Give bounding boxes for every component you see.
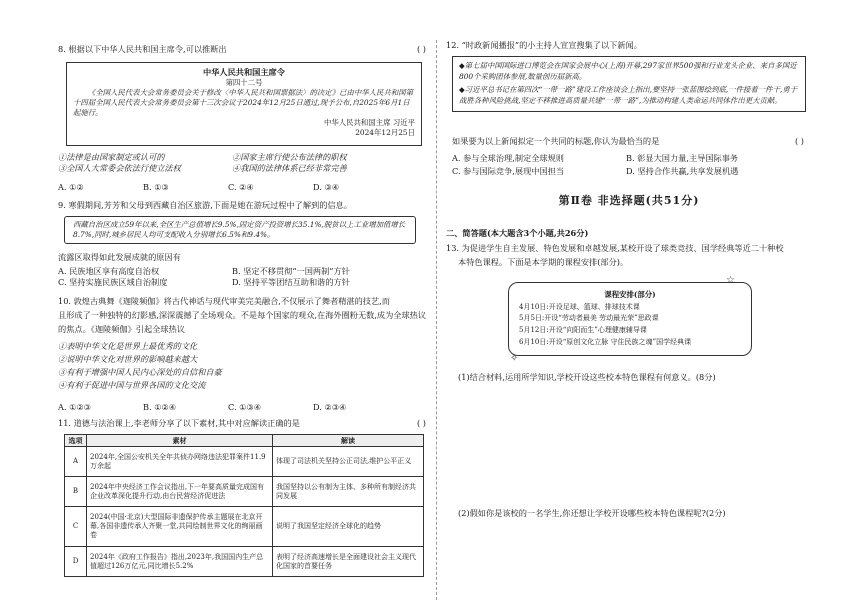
answer-area-2[interactable] bbox=[458, 524, 798, 594]
schedule-item-4: 6月10日:开设“原创文化立脉 守住民族之魂”国学经典课 bbox=[519, 338, 692, 347]
q10-options bbox=[58, 402, 398, 413]
table-row bbox=[65, 447, 424, 477]
q13-stem-line2: 本特色课程。下面是本学期的课程安排(部分)。 bbox=[458, 257, 629, 267]
row-b-material: 2024年中央经济工作会议指出,下一年要高质量完成国有企业改革深化提升行动,由台民营经济促进法 bbox=[87, 477, 273, 507]
q12-lead-line bbox=[452, 136, 808, 147]
q10-item-1: ①表明中华文化是世界上最优秀的文化 bbox=[58, 341, 198, 351]
q8-item-2: ②国家主席行使公布法律的职权 bbox=[232, 152, 347, 162]
q12-answer-paren: ( ) bbox=[795, 136, 804, 146]
decree-number: 第四十二号 bbox=[225, 78, 263, 88]
q10-option-a[interactable]: A. ①②③ bbox=[58, 402, 92, 412]
row-a-reading: 体现了司法机关坚持公正司法,维护公平正义 bbox=[273, 447, 424, 477]
header-option: 选项 bbox=[65, 435, 87, 447]
row-d-reading: 表明了经济高速增长是全面建设社会主义现代化国家的首要任务 bbox=[273, 547, 424, 577]
header-reading: 解读 bbox=[273, 435, 424, 447]
q11-answer-paren: ( ) bbox=[417, 418, 426, 428]
q8-options bbox=[58, 182, 398, 193]
q11-material-table bbox=[64, 434, 424, 577]
part2-heading: 二、简答题(本大题含3个小题,共26分) bbox=[446, 228, 589, 238]
table-row bbox=[65, 547, 424, 577]
star-decoration-icon: ☆ bbox=[726, 275, 735, 286]
row-d-material: 2024年《政府工作报告》指出,2023年,我国国内生产总值超过126万亿元,同比增长5.2% bbox=[87, 547, 273, 577]
schedule-item-2: 5月5日:开设“劳动者最美 劳动最光荣”思政课 bbox=[519, 314, 659, 323]
q10-item-4: ④有利于促进中国与世界各国的文化交流 bbox=[58, 380, 206, 391]
q8-option-a[interactable]: A. ①② bbox=[58, 182, 84, 192]
q8-item-1: ①法律是由国家制定或认可的 bbox=[58, 152, 165, 162]
decree-signature: 中华人民共和国主席 习近平 bbox=[323, 118, 415, 127]
schedule-item-3: 5月12日:开设“向阳而生”心理健康辅导课 bbox=[519, 326, 647, 335]
row-c-material: 2024(中国·北京)大型国际非遗保护传承主题展在北京开幕,各国非遗传承人齐聚一堂,共同绘制世界文化的绚丽画卷 bbox=[87, 507, 273, 547]
q8-option-b[interactable]: B. ①③ bbox=[143, 182, 169, 192]
schedule-title: 课程安排(部分) bbox=[604, 290, 656, 299]
news-box bbox=[452, 56, 806, 112]
q10-option-d[interactable]: D. ②③④ bbox=[313, 402, 347, 412]
table-row bbox=[65, 507, 424, 547]
row-c-option[interactable]: C bbox=[65, 507, 87, 547]
q13-stem-line1: 13. 为促进学生自主发展、特色发展和卓越发展,某校开设了球类竞技、国学经典等近二十种校 bbox=[446, 243, 784, 253]
q13-subquestion-1: (1)结合材料,运用所学知识,学校开设这些校本特色课程有何意义。(8分) bbox=[458, 372, 716, 382]
q10-option-b[interactable]: B. ①②④ bbox=[143, 402, 177, 412]
decree-title: 中华人民共和国主席令 bbox=[203, 67, 285, 77]
star-decoration-icon: ✧ bbox=[510, 353, 519, 364]
q9-option-a[interactable]: A. 民族地区享有高度自治权 bbox=[58, 266, 160, 276]
q8-answer-paren: ( ) bbox=[417, 44, 426, 54]
q13-subquestion-2: (2)假如你是该校的一名学生,你还想让学校开设哪些校本特色课程呢?(2分) bbox=[458, 508, 726, 518]
q12-options bbox=[452, 152, 792, 178]
table-row bbox=[65, 477, 424, 507]
answer-area-1[interactable] bbox=[458, 388, 798, 498]
schedule-item-1: 4月10日:开设足球、篮球、排球技术课 bbox=[519, 302, 640, 311]
tibet-info-text: 西藏自治区成立59年以来,全区生产总值增长9.5%,固定资产投资增长35.1%,脱贫以上工业增加值增长8.7%,同时,城乡居民人均可支配收入分别增长6.5%和9.4%。 bbox=[73, 220, 406, 239]
decree-body: 《全国人民代表大会常务委员会关于修改〈中华人民共和国票据法〉的决定》已由中华人民共和国第十四届全国人民代表大会常务委员会第十三次会议于2024年12月25日通过,现予公布,自2025年6月1日起施行。 bbox=[73, 88, 413, 118]
q12-lead: 如果要为以上新闻拟定一个共同的标题,你认为最恰当的是 bbox=[452, 136, 660, 146]
q8-items bbox=[58, 152, 398, 174]
q10-stem-line1: 10. 敦煌古典舞《迦陵频伽》将古代神话与现代审美完美融合,不仅展示了舞者精湛的技艺,而 bbox=[58, 296, 390, 306]
news-item-2: ◆习近平总书记在第四次“一带一路”建设工作座谈会上指出,要坚持一张蓝图绘到底,一件接着一件干,勇于战胜各种风险挑战,坚定不移推进高质量共建“一带一路”,为推动构建人类命运共同体作出更大贡献。 bbox=[459, 85, 798, 106]
table-header-row bbox=[65, 435, 424, 447]
course-schedule-box bbox=[508, 282, 752, 356]
q9-lead: 流露区取得如此发展成就的原因有 bbox=[58, 252, 181, 262]
q8-option-c[interactable]: C. ②④ bbox=[228, 182, 254, 192]
q8-item-4: ④我国的法律体系已经非常完善 bbox=[232, 163, 347, 174]
question-9-stem: 9. 寒假期间,芳芳和父母到西藏自治区旅游,下面是她在游玩过程中了解到的信息。 bbox=[58, 200, 352, 210]
row-a-material: 2024年,全国公安机关全年共侦办网络违法犯罪案件11.9万余起 bbox=[87, 447, 273, 477]
tibet-info-scroll bbox=[64, 216, 416, 244]
q10-stem-line3: 的焦点。《迦陵频伽》引起全球热议 bbox=[58, 324, 185, 334]
decree-date: 2024年12月25日 bbox=[355, 127, 415, 137]
q8-option-d[interactable]: D. ③④ bbox=[313, 182, 340, 192]
row-b-option[interactable]: B bbox=[65, 477, 87, 507]
question-8-stem bbox=[58, 44, 430, 55]
q11-stem-text: 11. 道德与法治课上,李老师分享了以下素材,其中对应解读正确的是 bbox=[58, 418, 300, 428]
news-item-1: ◆第七届中国国际进口博览会在国家会展中心(上海)开幕,297家世界500强和行业龙头企业、来自多国近800个采购团体参展,数量创历届新高。 bbox=[459, 61, 797, 81]
q10-stem-line2: 且形成了一种独特的幻影感,深深震撼了全场观众。不是每个国家的观众,在海外圈粉无数,成为全球热议 bbox=[58, 310, 427, 320]
question-11-stem bbox=[58, 418, 430, 429]
q9-option-d[interactable]: D. 坚持平等团结互助和谐的方针 bbox=[232, 277, 350, 288]
q12-option-d[interactable]: D. 坚持合作共赢,共享发展机遇 bbox=[626, 166, 739, 177]
page-divider bbox=[436, 40, 437, 600]
q10-items bbox=[58, 340, 398, 393]
q8-stem-text: 8. 根据以下中华人民共和国主席令,可以推断出 bbox=[58, 44, 227, 54]
q12-option-c[interactable]: C. 参与国际竞争,展现中国担当 bbox=[452, 166, 565, 177]
section-title: 第Ⅱ卷 非选择题(共51分) bbox=[558, 194, 700, 207]
row-b-reading: 我国坚持以公有制为主体、多种所有制经济共同发展 bbox=[273, 477, 424, 507]
row-a-option[interactable]: A bbox=[65, 447, 87, 477]
q9-options bbox=[58, 266, 398, 288]
question-12-stem: 12. “时政新闻播报”的小主持人宣宣搜集了以下新闻。 bbox=[446, 40, 642, 50]
q12-option-a[interactable]: A. 参与全球治理,制定全球规则 bbox=[452, 153, 564, 163]
q10-item-2: ②说明中华文化对世界的影响越来越大 bbox=[58, 354, 198, 365]
q10-item-3: ③有利于增强中国人民内心深处的自信和自豪 bbox=[58, 367, 222, 378]
q8-item-3: ③全国人大常委会依法行使立法权 bbox=[58, 163, 181, 174]
presidential-decree-box bbox=[66, 62, 422, 146]
q9-option-c[interactable]: C. 坚持实施民族区域自治制度 bbox=[58, 277, 168, 288]
q9-option-b[interactable]: B. 坚定不移贯彻“一国两制”方针 bbox=[232, 266, 350, 276]
row-c-reading: 说明了我国坚定经济全球化的趋势 bbox=[273, 507, 424, 547]
row-d-option[interactable]: D bbox=[65, 547, 87, 577]
header-material: 素材 bbox=[87, 435, 273, 447]
q12-option-b[interactable]: B. 彰显大国力量,主导国际事务 bbox=[626, 153, 739, 163]
q10-option-c[interactable]: C. ①③④ bbox=[228, 402, 262, 412]
